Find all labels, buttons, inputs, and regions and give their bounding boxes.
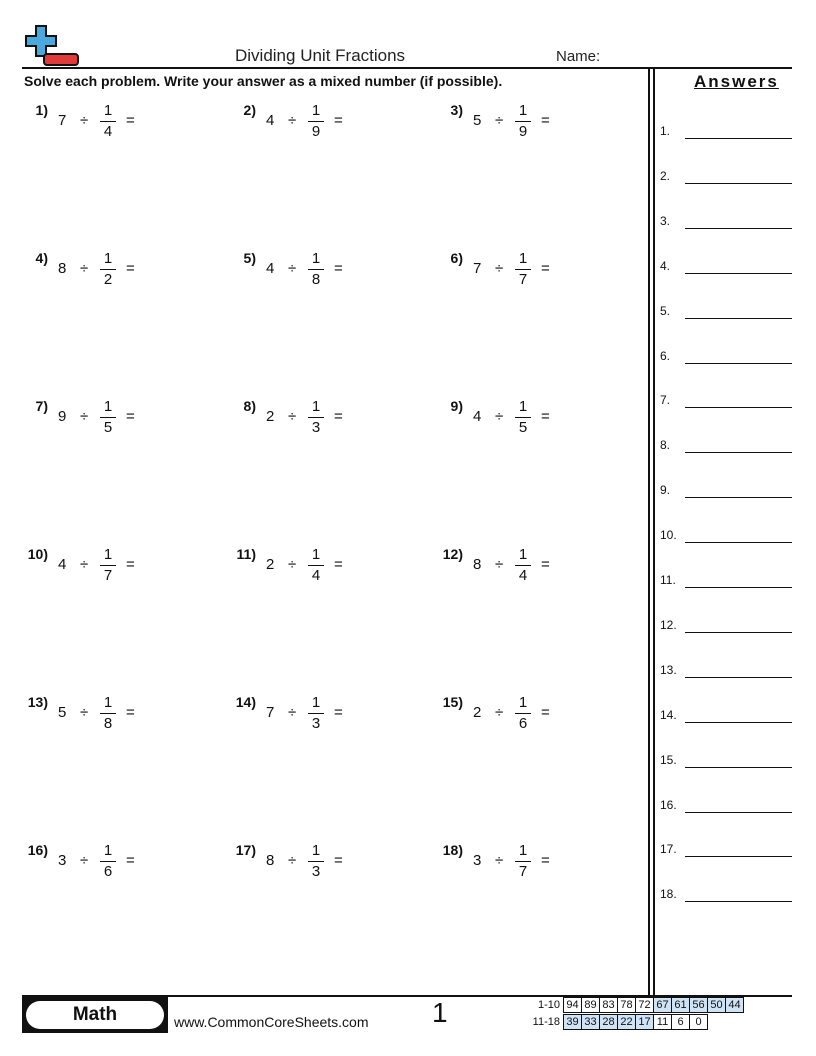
dividend: 5 bbox=[58, 704, 67, 721]
problem-number: 15) bbox=[442, 694, 463, 710]
website-text: www.CommonCoreSheets.com bbox=[174, 1014, 369, 1030]
subject-badge bbox=[22, 997, 168, 1033]
answer-blank[interactable] bbox=[685, 273, 792, 274]
dividend: 8 bbox=[58, 260, 67, 277]
equals-sign: = bbox=[126, 556, 135, 573]
page-title: Dividing Unit Fractions bbox=[235, 46, 406, 65]
dividend: 8 bbox=[473, 556, 482, 573]
unit-fraction bbox=[515, 250, 531, 289]
answer-number: 12. bbox=[660, 617, 677, 632]
answer-number: 15. bbox=[660, 752, 677, 767]
problem-item bbox=[437, 102, 627, 152]
problem-item bbox=[22, 546, 212, 596]
answer-blank[interactable] bbox=[685, 587, 792, 588]
answer-blank[interactable] bbox=[685, 722, 792, 723]
divide-sign: ÷ bbox=[80, 260, 89, 277]
problem-item bbox=[22, 102, 212, 152]
denominator: 4 bbox=[518, 567, 528, 584]
answer-slot[interactable] bbox=[660, 573, 792, 591]
denominator: 4 bbox=[311, 567, 321, 584]
equals-sign: = bbox=[541, 704, 550, 721]
answer-number: 3. bbox=[660, 213, 671, 228]
score-range-label: 1-10 bbox=[537, 999, 560, 1011]
answer-slot[interactable] bbox=[660, 349, 792, 367]
denominator: 9 bbox=[311, 123, 321, 140]
numerator: 1 bbox=[311, 102, 321, 119]
problem-item bbox=[437, 546, 627, 596]
problem-number: 9) bbox=[450, 398, 463, 414]
divide-sign: ÷ bbox=[495, 260, 504, 277]
divide-sign: ÷ bbox=[288, 556, 297, 573]
score-cell: 39 bbox=[564, 1015, 582, 1030]
divide-sign: ÷ bbox=[80, 556, 89, 573]
problem-item bbox=[22, 398, 212, 448]
answer-blank[interactable] bbox=[685, 767, 792, 768]
answer-number: 2. bbox=[660, 168, 671, 183]
divide-sign: ÷ bbox=[80, 112, 89, 129]
score-table-row-1 bbox=[528, 997, 744, 1013]
fraction-bar bbox=[515, 565, 531, 566]
dividend: 7 bbox=[266, 704, 275, 721]
denominator: 7 bbox=[518, 863, 528, 880]
unit-fraction bbox=[515, 842, 531, 881]
unit-fraction bbox=[515, 546, 531, 585]
score-cell: 0 bbox=[690, 1015, 708, 1030]
fraction-bar bbox=[100, 417, 116, 418]
problem-number: 4) bbox=[35, 250, 48, 266]
score-cell: 6 bbox=[672, 1015, 690, 1030]
answer-number: 7. bbox=[660, 393, 671, 408]
denominator: 3 bbox=[311, 715, 321, 732]
problem-item bbox=[22, 250, 212, 300]
answer-number: 14. bbox=[660, 707, 677, 722]
score-cell: 61 bbox=[672, 998, 690, 1013]
dividend: 7 bbox=[58, 112, 67, 129]
denominator: 9 bbox=[518, 123, 528, 140]
answer-blank[interactable] bbox=[685, 228, 792, 229]
divide-sign: ÷ bbox=[80, 852, 89, 869]
dividend: 3 bbox=[58, 852, 67, 869]
math-plus-minus-logo bbox=[22, 24, 80, 68]
answer-blank[interactable] bbox=[685, 138, 792, 139]
score-cell: 28 bbox=[600, 1015, 618, 1030]
score-cell: 78 bbox=[618, 998, 636, 1013]
equals-sign: = bbox=[541, 852, 550, 869]
score-cell: 83 bbox=[600, 998, 618, 1013]
problem-item bbox=[437, 398, 627, 448]
divide-sign: ÷ bbox=[288, 408, 297, 425]
equals-sign: = bbox=[334, 112, 343, 129]
unit-fraction bbox=[308, 398, 324, 437]
answer-number: 6. bbox=[660, 348, 671, 363]
score-range-label: 11-18 bbox=[532, 1016, 560, 1028]
equals-sign: = bbox=[541, 408, 550, 425]
denominator: 7 bbox=[103, 567, 113, 584]
divide-sign: ÷ bbox=[495, 704, 504, 721]
divide-sign: ÷ bbox=[288, 704, 297, 721]
answer-slot[interactable] bbox=[660, 304, 792, 322]
answer-number: 13. bbox=[660, 662, 677, 677]
dividend: 2 bbox=[473, 704, 482, 721]
answer-blank[interactable] bbox=[685, 632, 792, 633]
fraction-bar bbox=[100, 861, 116, 862]
score-cell: 56 bbox=[690, 998, 708, 1013]
fraction-bar bbox=[515, 269, 531, 270]
name-label: Name: bbox=[556, 48, 601, 65]
answer-slot[interactable] bbox=[660, 438, 792, 456]
problem-number: 6) bbox=[450, 250, 463, 266]
answer-blank[interactable] bbox=[685, 407, 792, 408]
subject-label: Math bbox=[26, 1001, 164, 1029]
answer-blank[interactable] bbox=[685, 812, 792, 813]
answer-slot[interactable] bbox=[660, 887, 792, 905]
answer-slot[interactable] bbox=[660, 842, 792, 860]
answer-column-divider bbox=[653, 67, 655, 996]
score-cell: 44 bbox=[726, 998, 744, 1013]
page-number: 1 bbox=[432, 997, 448, 1028]
fraction-bar bbox=[515, 713, 531, 714]
answer-slot[interactable] bbox=[660, 169, 792, 187]
numerator: 1 bbox=[103, 398, 113, 415]
denominator: 7 bbox=[518, 271, 528, 288]
score-cell: 72 bbox=[636, 998, 654, 1013]
equals-sign: = bbox=[541, 556, 550, 573]
fraction-bar bbox=[100, 713, 116, 714]
fraction-bar bbox=[515, 417, 531, 418]
score-cell: 94 bbox=[564, 998, 582, 1013]
unit-fraction bbox=[100, 842, 116, 881]
unit-fraction bbox=[100, 250, 116, 289]
numerator: 1 bbox=[311, 546, 321, 563]
numerator: 1 bbox=[103, 842, 113, 859]
equals-sign: = bbox=[126, 260, 135, 277]
problem-item bbox=[437, 694, 627, 744]
answer-slot[interactable] bbox=[660, 753, 792, 771]
unit-fraction bbox=[100, 546, 116, 585]
equals-sign: = bbox=[334, 704, 343, 721]
answer-slot[interactable] bbox=[660, 483, 792, 501]
fraction-bar bbox=[515, 121, 531, 122]
instructions: Solve each problem. Write your answer as a mixed number (if possible). bbox=[24, 73, 503, 89]
header-divider bbox=[22, 67, 792, 69]
score-cell: 67 bbox=[654, 998, 672, 1013]
numerator: 1 bbox=[103, 102, 113, 119]
divide-sign: ÷ bbox=[288, 112, 297, 129]
unit-fraction bbox=[100, 694, 116, 733]
denominator: 3 bbox=[311, 419, 321, 436]
divide-sign: ÷ bbox=[495, 556, 504, 573]
unit-fraction bbox=[308, 250, 324, 289]
problem-number: 10) bbox=[27, 546, 48, 562]
problem-number: 14) bbox=[235, 694, 256, 710]
problem-number: 12) bbox=[442, 546, 463, 562]
answer-column-divider bbox=[648, 67, 650, 996]
numerator: 1 bbox=[518, 546, 528, 563]
problem-number: 1) bbox=[35, 102, 48, 118]
problem-number: 3) bbox=[450, 102, 463, 118]
numerator: 1 bbox=[518, 842, 528, 859]
answer-slot[interactable] bbox=[660, 259, 792, 277]
unit-fraction bbox=[100, 398, 116, 437]
problem-item bbox=[437, 842, 627, 892]
denominator: 5 bbox=[103, 419, 113, 436]
problem-item bbox=[230, 102, 420, 152]
answer-number: 11. bbox=[660, 573, 676, 587]
answer-number: 18. bbox=[660, 887, 677, 902]
problem-number: 2) bbox=[243, 102, 256, 118]
divide-sign: ÷ bbox=[80, 704, 89, 721]
answer-number: 17. bbox=[660, 842, 677, 857]
answer-number: 4. bbox=[660, 258, 671, 273]
answer-blank[interactable] bbox=[685, 901, 792, 902]
answer-number: 5. bbox=[660, 303, 671, 318]
score-cell: 22 bbox=[618, 1015, 636, 1030]
unit-fraction bbox=[308, 694, 324, 733]
dividend: 2 bbox=[266, 408, 275, 425]
dividend: 2 bbox=[266, 556, 275, 573]
numerator: 1 bbox=[518, 694, 528, 711]
equals-sign: = bbox=[126, 852, 135, 869]
dividend: 7 bbox=[473, 260, 482, 277]
denominator: 6 bbox=[518, 715, 528, 732]
equals-sign: = bbox=[334, 556, 343, 573]
score-cell: 17 bbox=[636, 1015, 654, 1030]
divide-sign: ÷ bbox=[495, 408, 504, 425]
fraction-bar bbox=[308, 121, 324, 122]
problem-number: 17) bbox=[235, 842, 256, 858]
dividend: 4 bbox=[266, 112, 275, 129]
unit-fraction bbox=[308, 546, 324, 585]
answer-slot[interactable] bbox=[660, 708, 792, 726]
answer-number: 8. bbox=[660, 438, 671, 453]
denominator: 6 bbox=[103, 863, 113, 880]
dividend: 4 bbox=[266, 260, 275, 277]
problem-number: 13) bbox=[27, 694, 48, 710]
problem-item bbox=[437, 250, 627, 300]
equals-sign: = bbox=[126, 112, 135, 129]
problem-number: 11) bbox=[236, 546, 256, 562]
numerator: 1 bbox=[518, 102, 528, 119]
equals-sign: = bbox=[334, 260, 343, 277]
fraction-bar bbox=[308, 565, 324, 566]
unit-fraction bbox=[308, 842, 324, 881]
problem-item bbox=[230, 694, 420, 744]
unit-fraction bbox=[308, 102, 324, 141]
numerator: 1 bbox=[103, 546, 113, 563]
answer-blank[interactable] bbox=[685, 183, 792, 184]
numerator: 1 bbox=[103, 694, 113, 711]
score-cell: 89 bbox=[582, 998, 600, 1013]
answer-slot[interactable] bbox=[660, 124, 792, 142]
numerator: 1 bbox=[103, 250, 113, 267]
problem-item bbox=[230, 398, 420, 448]
denominator: 8 bbox=[103, 715, 113, 732]
answer-slot[interactable] bbox=[660, 214, 792, 232]
answer-slot[interactable] bbox=[660, 528, 792, 546]
fraction-bar bbox=[100, 269, 116, 270]
answer-blank[interactable] bbox=[685, 677, 792, 678]
score-cell: 33 bbox=[582, 1015, 600, 1030]
problem-item bbox=[230, 546, 420, 596]
dividend: 9 bbox=[58, 408, 67, 425]
dividend: 5 bbox=[473, 112, 482, 129]
answer-blank[interactable] bbox=[685, 542, 792, 543]
denominator: 3 bbox=[311, 863, 321, 880]
divide-sign: ÷ bbox=[288, 260, 297, 277]
problem-number: 8) bbox=[243, 398, 256, 414]
fraction-bar bbox=[308, 713, 324, 714]
score-cell: 11 bbox=[654, 1015, 672, 1030]
problem-number: 5) bbox=[243, 250, 256, 266]
unit-fraction bbox=[100, 102, 116, 141]
numerator: 1 bbox=[518, 398, 528, 415]
equals-sign: = bbox=[541, 260, 550, 277]
denominator: 2 bbox=[103, 271, 113, 288]
fraction-bar bbox=[100, 565, 116, 566]
numerator: 1 bbox=[311, 250, 321, 267]
numerator: 1 bbox=[311, 398, 321, 415]
equals-sign: = bbox=[334, 408, 343, 425]
problem-item bbox=[22, 842, 212, 892]
equals-sign: = bbox=[126, 704, 135, 721]
numerator: 1 bbox=[311, 842, 321, 859]
answers-heading: Answers bbox=[694, 72, 779, 91]
divide-sign: ÷ bbox=[80, 408, 89, 425]
dividend: 3 bbox=[473, 852, 482, 869]
unit-fraction bbox=[515, 102, 531, 141]
answer-slot[interactable] bbox=[660, 393, 792, 411]
score-table-row-2 bbox=[528, 1014, 708, 1030]
answer-blank[interactable] bbox=[685, 363, 792, 364]
answer-blank[interactable] bbox=[685, 856, 792, 857]
problem-number: 7) bbox=[35, 398, 48, 414]
answer-number: 9. bbox=[660, 483, 671, 498]
problem-item bbox=[230, 842, 420, 892]
dividend: 4 bbox=[58, 556, 67, 573]
dividend: 8 bbox=[266, 852, 275, 869]
fraction-bar bbox=[308, 269, 324, 270]
answer-blank[interactable] bbox=[685, 318, 792, 319]
problem-number: 16) bbox=[27, 842, 48, 858]
equals-sign: = bbox=[126, 408, 135, 425]
divide-sign: ÷ bbox=[495, 852, 504, 869]
answer-number: 16. bbox=[660, 797, 677, 812]
denominator: 5 bbox=[518, 419, 528, 436]
denominator: 4 bbox=[103, 123, 113, 140]
answer-slot[interactable] bbox=[660, 798, 792, 816]
dividend: 4 bbox=[473, 408, 482, 425]
unit-fraction bbox=[515, 694, 531, 733]
divide-sign: ÷ bbox=[288, 852, 297, 869]
answer-slot[interactable] bbox=[660, 663, 792, 681]
fraction-bar bbox=[515, 861, 531, 862]
equals-sign: = bbox=[541, 112, 550, 129]
fraction-bar bbox=[308, 861, 324, 862]
fraction-bar bbox=[308, 417, 324, 418]
answer-slot[interactable] bbox=[660, 618, 792, 636]
answer-blank[interactable] bbox=[685, 497, 792, 498]
score-cell: 50 bbox=[708, 998, 726, 1013]
answer-number: 1. bbox=[660, 124, 671, 138]
answer-number: 10. bbox=[660, 528, 677, 543]
numerator: 1 bbox=[518, 250, 528, 267]
problem-item bbox=[230, 250, 420, 300]
problem-number: 18) bbox=[442, 842, 463, 858]
divide-sign: ÷ bbox=[495, 112, 504, 129]
equals-sign: = bbox=[334, 852, 343, 869]
problem-item bbox=[22, 694, 212, 744]
unit-fraction bbox=[515, 398, 531, 437]
fraction-bar bbox=[100, 121, 116, 122]
denominator: 8 bbox=[311, 271, 321, 288]
numerator: 1 bbox=[311, 694, 321, 711]
answer-blank[interactable] bbox=[685, 452, 792, 453]
